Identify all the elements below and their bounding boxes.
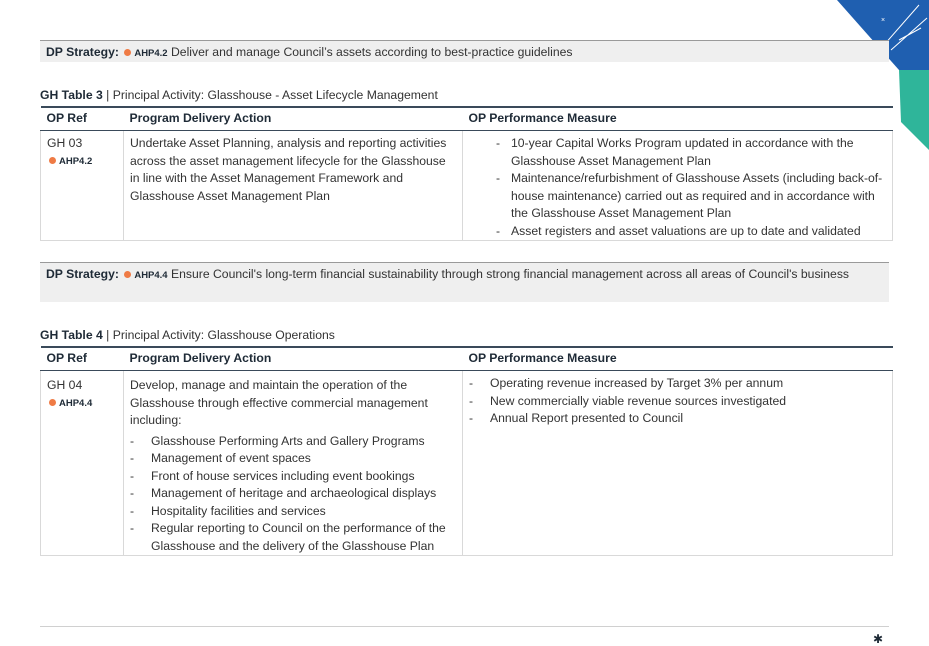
op-ref-code: AHP4.4 [47, 395, 117, 413]
strategy-label: DP Strategy: [46, 45, 119, 59]
list-item: - New commercially viable revenue sources investigated [469, 393, 886, 411]
op-ref-cell [41, 131, 124, 241]
bullet-dot-icon [124, 49, 131, 56]
bullet-dot-icon [49, 157, 56, 164]
op-ref: GH 03 [47, 136, 83, 150]
table-caption [40, 328, 335, 342]
list-item: - Asset registers and asset valuations are up to date and validated [469, 223, 886, 241]
list-item: - Hospitality facilities and services [130, 503, 456, 521]
table-caption-title: GH Table 4 [40, 328, 103, 342]
table-row [41, 131, 893, 241]
strategy-code: AHP4.2 [134, 48, 168, 59]
table-caption-text: | Principal Activity: Glasshouse Operations [102, 328, 335, 342]
delivery-action-intro: Develop, manage and maintain the operation of the Glasshouse through effective commercial management including: [130, 378, 428, 427]
column-header: OP Performance Measure [463, 107, 893, 131]
list-item: - Management of event spaces [130, 450, 456, 468]
gh-table-4 [40, 346, 893, 556]
op-ref-cell [41, 371, 124, 556]
table-caption [40, 88, 438, 102]
delivery-action-cell: Undertake Asset Planning, analysis and reporting activities across the asset management lifecycle for the Glasshouse in line with the Asset Management Framework and Glasshouse Asset Management Plan [124, 131, 463, 241]
dp-strategy-banner [40, 262, 889, 302]
strategy-text: Ensure Council's long-term financial sustainability through strong financial management across all areas of Council's business [170, 267, 850, 281]
table-caption-title: GH Table 3 [40, 88, 103, 102]
list-item: - Maintenance/refurbishment of Glasshouse Assets (including back-of- house maintenance) carried out as required and in accordance with the Glasshouse Asset Management Plan [469, 170, 886, 223]
performance-measure-cell [463, 131, 893, 241]
table-row [41, 371, 893, 556]
strategy-code: AHP4.4 [134, 270, 168, 281]
column-header: OP Ref [41, 347, 124, 371]
dp-strategy-banner [40, 40, 889, 62]
bullet-dot-icon [124, 271, 131, 278]
list-item: - 10-year Capital Works Program updated in accordance with the Glasshouse Asset Management Plan [469, 135, 886, 170]
strategy-text: Deliver and manage Council’s assets according to best-practice guidelines [170, 45, 573, 59]
op-ref-code: AHP4.2 [47, 153, 117, 171]
list-item: - Regular reporting to Council on the performance of the Glasshouse and the delivery of the Glasshouse Plan [130, 520, 456, 555]
list-item: - Annual Report presented to Council [469, 410, 886, 428]
list-item: - Front of house services including event bookings [130, 468, 456, 486]
svg-text:×: × [881, 17, 886, 24]
footer-divider [40, 626, 889, 627]
column-header: OP Ref [41, 107, 124, 131]
strategy-label: DP Strategy: [46, 267, 119, 281]
column-header: OP Performance Measure [463, 347, 893, 371]
bullet-dot-icon [49, 399, 56, 406]
list-item: - Glasshouse Performing Arts and Gallery Programs [130, 433, 456, 451]
footer-logo-icon: ✱ [872, 632, 883, 646]
op-ref: GH 04 [47, 378, 83, 392]
list-item: - Operating revenue increased by Target 3% per annum [469, 375, 886, 393]
gh-table-3 [40, 106, 893, 241]
performance-measure-cell [463, 371, 893, 556]
column-header: Program Delivery Action [124, 107, 463, 131]
list-item: - Management of heritage and archaeological displays [130, 485, 456, 503]
table-caption-text: | Principal Activity: Glasshouse - Asset Lifecycle Management [102, 88, 438, 102]
column-header: Program Delivery Action [124, 347, 463, 371]
delivery-action-cell [124, 371, 463, 556]
